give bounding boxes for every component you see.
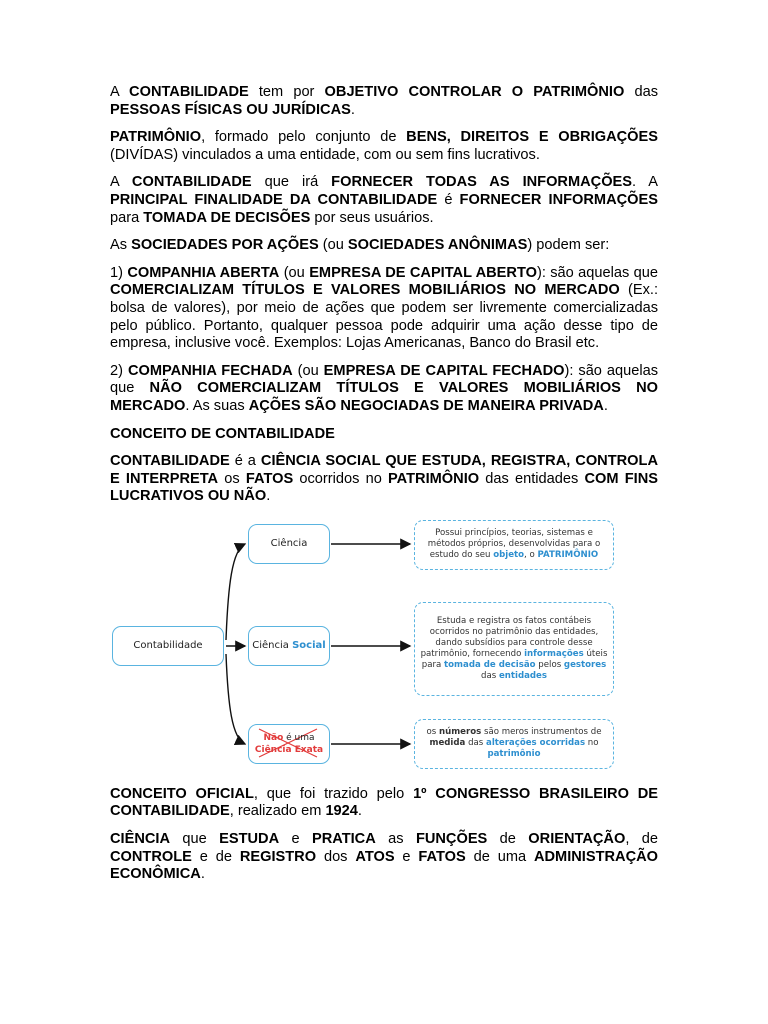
paragraph-companhia-aberta: 1) COMPANHIA ABERTA (ou EMPRESA DE CAPITAL ABERTO): são aquelas que COMERCIALIZAM TÍTULOS E VALORES MOBILIÁRIOS NO MERCADO (Ex.: bolsa de valores), por meio de ações que podem ser livremente comercializadas pelo público. Portanto, qualquer pessoa pode adquirir uma ação desse tipo de empresa, inclusive você. Exemplos: Lojas Americanas, Banco do Brasil etc. — [110, 264, 659, 352]
paragraph-ciencia-funcoes: CIÊNCIA que ESTUDA e PRATICA as FUNÇÕES de ORIENTAÇÃO, de CONTROLE e de REGISTRO dos ATOS e FATOS de uma ADMINISTRAÇÃO ECONÔMICA. — [110, 831, 659, 883]
paragraph-conceito-oficial: CONCEITO OFICIAL, que foi trazido pelo 1º CONGRESSO BRASILEIRO DE CONTABILIDADE, realizado em 1924. — [110, 785, 659, 820]
paragraph-objective: A CONTABILIDADE tem por OBJETIVO CONTROLAR O PATRIMÔNIO das PESSOAS FÍSICAS OU JURÍDICAS. — [110, 84, 658, 118]
desc-ciencia: Possui princípios, teorias, sistemas e métodos próprios, desenvolvidas para o estudo do seu objeto, o PATRIMÔNIO — [414, 520, 614, 570]
node-contabilidade: Contabilidade — [112, 626, 224, 666]
paragraph-sociedades: As SOCIEDADES POR AÇÕES (ou SOCIEDADES ANÔNIMAS) podem ser: — [110, 237, 610, 254]
node-nao-ciencia-exata: Não é uma Ciência Exata — [248, 724, 330, 764]
connector-root-ciencia — [226, 544, 245, 640]
paragraph-conceito: CONTABILIDADE é a CIÊNCIA SOCIAL QUE ESTUDA, REGISTRA, CONTROLA E INTERPRETA os FATOS ocorridos no PATRIMÔNIO das entidades COM FINS LUCRATIVOS OU NÃO. — [110, 453, 658, 505]
connector-root-exata — [226, 654, 245, 744]
document-body — [110, 84, 658, 894]
concept-diagram — [98, 516, 646, 774]
desc-nao-ciencia-exata: os números são meros instrumentos de medida das alterações ocorridas no patrimônio — [414, 719, 614, 769]
section-heading: CONCEITO DE CONTABILIDADE — [110, 425, 335, 442]
paragraph-companhia-fechada: 2) COMPANHIA FECHADA (ou EMPRESA DE CAPITAL FECHADO): são aquelas que NÃO COMERCIALIZAM TÍTULOS E VALORES MOBILIÁRIOS NO MERCADO. As suas AÇÕES SÃO NEGOCIADAS DE MANEIRA PRIVADA. — [110, 362, 659, 414]
desc-ciencia-social: Estuda e registra os fatos contábeis ocorridos no patrimônio das entidades, dando subsídios para controle desse patrimônio, fornecendo informações úteis para tomada de decisão pelos gestores das entidades — [414, 602, 614, 696]
paragraph-finalidade: A CONTABILIDADE que irá FORNECER TODAS AS INFORMAÇÕES. A PRINCIPAL FINALIDADE DA CONTABILIDADE é FORNECER INFORMAÇÕES para TOMADA DE DECISÕES por seus usuários. — [110, 174, 659, 226]
node-ciencia: Ciência — [248, 524, 330, 564]
paragraph-patrimonio: PATRIMÔNIO, formado pelo conjunto de BENS, DIREITOS E OBRIGAÇÕES (DIVÍDAS) vinculados a uma entidade, com ou sem fins lucrativos. — [110, 129, 658, 163]
node-ciencia-social: Ciência Social — [248, 626, 330, 666]
